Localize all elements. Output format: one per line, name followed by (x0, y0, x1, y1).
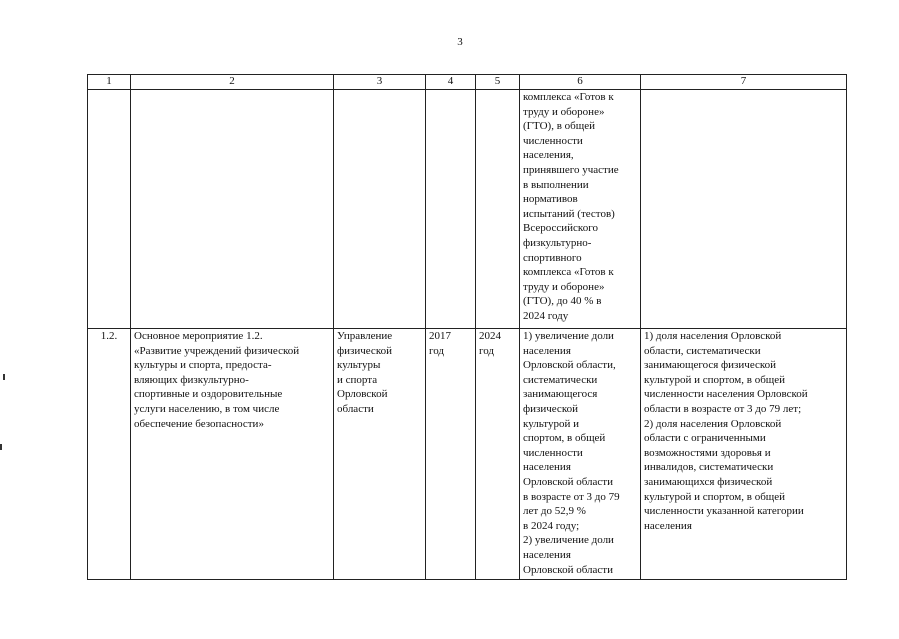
column-header: 1 (88, 75, 131, 90)
executor-cell (334, 90, 426, 329)
row-number-cell (88, 90, 131, 329)
event-cell: Основное мероприятие 1.2. «Развитие учреждений физической культуры и спорта, предоста- вляющих физкультурно- спортивные и оздоровительные услуги населению, в том числе обеспечение безопасности» (131, 329, 334, 580)
row-number-cell: 1.2. (88, 329, 131, 580)
column-header: 3 (334, 75, 426, 90)
end-year-cell: 2024 год (476, 329, 520, 580)
column-header: 6 (520, 75, 641, 90)
event-cell (131, 90, 334, 329)
column-header: 4 (426, 75, 476, 90)
column-header: 2 (131, 75, 334, 90)
expected-result-cell: комплекса «Готов к труду и обороне» (ГТО), в общей численности населения, принявшего участие в выполнении нормативов испытаний (тестов) Всероссийского физкультурно- спортивного комплекса «Готов к труду и обороне» (ГТО), до 40 % в 2024 году (520, 90, 641, 329)
executor-cell: Управление физической культуры и спорта Орловской области (334, 329, 426, 580)
table-header-row (88, 75, 847, 90)
column-header: 7 (641, 75, 847, 90)
expected-result-cell: 1) увеличение доли населения Орловской области, систематически занимающегося физической культурой и спортом, в общей численности населения Орловской области в возрасте от 3 до 79 лет до 52,9 % в 2024 году; 2) увеличение доли населения Орловской области (520, 329, 641, 580)
end-year-cell (476, 90, 520, 329)
table-row (88, 90, 847, 329)
page-number: 3 (457, 36, 463, 48)
indicators-cell (641, 90, 847, 329)
indicators-cell: 1) доля населения Орловской области, систематически занимающегося физической культурой и спортом, в общей численности населения Орловской области в возрасте от 3 до 79 лет; 2) доля населения Орловской области с ограниченными возможностями здоровья и инвалидов, систематически занимающихся физической культурой и спортом, в общей численности указанной категории населения (641, 329, 847, 580)
scan-edge-mark (0, 444, 2, 450)
start-year-cell: 2017 год (426, 329, 476, 580)
program-table (87, 74, 847, 580)
start-year-cell (426, 90, 476, 329)
scan-edge-mark (3, 374, 5, 380)
table-row (88, 329, 847, 580)
column-header: 5 (476, 75, 520, 90)
